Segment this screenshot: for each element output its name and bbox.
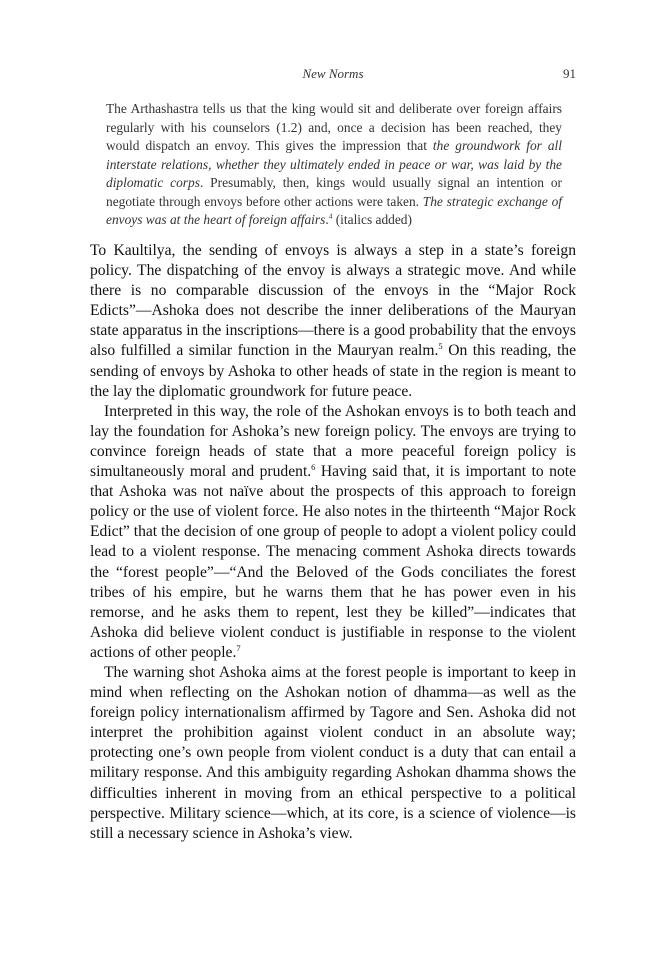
paragraph-text: Having said that, it is important to note that Ashoka was not naïve about the prospects of this approach to foreign policy or the use of violent force. He also notes in the thirteenth “Major Rock Edict” that the decision of one group of people to adopt a violent policy could lead to a violent response. The menacing comment Ashoka directs towards the “forest people”—“And the Beloved of the Gods conciliates the forest tribes of his empire, but he warns them that he has power even in his remorse, and he asks them to repent, lest they be killed”—indicates that Ashoka did believe violent conduct is justifiable in response to the violent actions of other people. <box>90 463 576 661</box>
quote-italic-text: The strategic exchange of envoys was at the heart of foreign affairs <box>106 193 562 227</box>
quote-italic-text: the groundwork for all interstate relations, whether they ultimately ended in peace or war, was laid by the diplomatic corps <box>106 138 562 190</box>
running-head: New Norms <box>302 66 364 81</box>
paragraph <box>90 663 576 844</box>
page-header <box>90 66 576 86</box>
footnote-marker: 7 <box>236 642 241 653</box>
block-quote <box>106 100 562 230</box>
body-text <box>90 241 576 844</box>
paragraph-text: The warning shot Ashoka aims at the forest people is important to keep in mind when reflecting on the Ashokan notion of dhamma—as well as the foreign policy internationalism affirmed by Tagore and Sen. Ashoka did not interpret the prohibition against violent conduct in an absolute way; protecting one’s own people from violent conduct is a duty that can entail a military response. And this ambiguity regarding Ashokan dhamma shows the difficulties inherent in moving from an ethical perspective to a political perspective. Military science—which, at its core, is a science of violence—is still a necessary science in Ashoka’s view. <box>90 663 576 842</box>
paragraph-text: On this reading, the sending of envoys by Ashoka to other heads of state in the region is meant to the lay the diplomatic groundwork for future peace. <box>90 342 576 400</box>
quote-text: The Arthashastra tells us that the king would sit and deliberate over foreign affairs regularly with his counselors (1.2) and, once a decision has been reached, they would dispatch an envoy. This gives the impression that <box>106 101 562 153</box>
paragraph-text: To Kaultilya, the sending of envoys is always a step in a state’s foreign policy. The dispatching of the envoy is always a strategic move. And while there is no comparable discussion of the envoys in the “Major Rock Edicts”—Ashoka does not describe the inner deliberations of the Mauryan state apparatus in the inscriptions—there is a good probability that the envoys also fulfilled a similar function in the Mauryan realm. <box>90 242 576 360</box>
paragraph <box>90 402 576 663</box>
footnote-marker: 5 <box>438 341 443 352</box>
quote-text: . <box>325 212 329 227</box>
paragraph <box>90 241 576 402</box>
footnote-marker: 4 <box>328 211 333 221</box>
quote-text: (italics added) <box>332 212 412 227</box>
page-number: 91 <box>563 66 576 81</box>
footnote-marker: 6 <box>311 461 316 472</box>
quote-text: . Presumably, then, kings would usually signal an intention or negotiate through envoys before other actions were taken. <box>106 175 562 209</box>
paragraph-text: Interpreted in this way, the role of the Ashokan envoys is to both teach and lay the foundation for Ashoka’s new foreign policy. The envoys are trying to convince foreign heads of state that a more peaceful foreign policy is simultaneously moral and prudent. <box>90 402 576 481</box>
